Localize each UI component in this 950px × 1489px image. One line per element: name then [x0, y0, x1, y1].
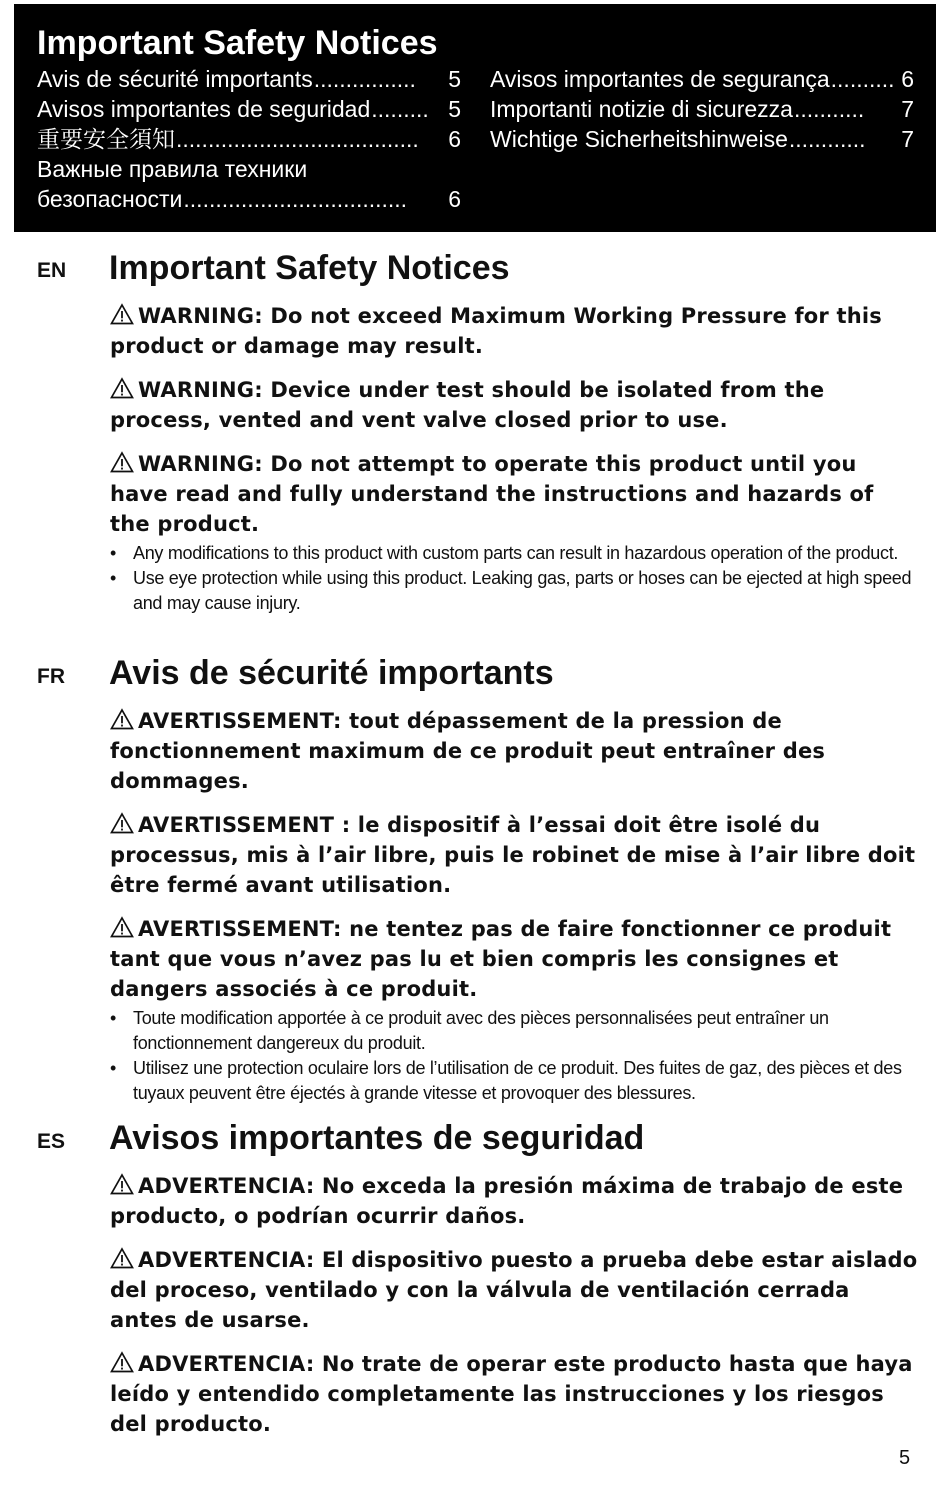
section-title: Avis de sécurité importants — [109, 654, 554, 692]
bullet-dot: • — [110, 1058, 117, 1078]
bullet-text: Utilisez une protection oculaire lors de l’utilisation de ce produit. Des fuites de gaz, des pièces et des tuyaux peuvent être éjectés à grande vitesse et provoquer des blessures. — [133, 1058, 902, 1103]
toc-entry-label: 重要安全須知 — [37, 126, 175, 152]
toc-entry — [37, 184, 461, 214]
toc-entry-multiline[interactable] — [37, 154, 461, 214]
toc-column-left — [37, 64, 461, 214]
bullet-text: Use eye protection while using this product. Leaking gas, parts or hoses can be ejected at high speed and may cause injury. — [133, 568, 912, 613]
warning-notice — [110, 301, 920, 361]
toc-entry-label-line1: Важные правила техники — [37, 156, 308, 182]
warning-notice — [110, 1349, 920, 1439]
bullet-text: Any modifications to this product with custom parts can result in hazardous operation of the product. — [133, 543, 899, 563]
toc-box — [14, 4, 936, 232]
warning-text: AVERTISSEMENT: tout dépassement de la pression de fonctionnement maximum de ce produit peut entraîner des dommages. — [110, 709, 826, 793]
bullet-dot: • — [110, 568, 117, 588]
warning-text: ADVERTENCIA: El dispositivo puesto a prueba debe estar aislado del proceso, ventilado y con la válvula de ventilación cerrada antes de usarse. — [110, 1248, 918, 1332]
toc-entry-label: Avisos importantes de seguridad — [37, 96, 371, 122]
toc-entry[interactable] — [37, 64, 461, 94]
warning-text: WARNING: Do not attempt to operate this product until you have read and fully understand the instructions and hazards of the product. — [110, 452, 874, 536]
bullet-item — [110, 1006, 920, 1056]
warning-list — [110, 301, 920, 616]
toc-entry-label: Avisos importantes de segurança — [490, 66, 830, 92]
bullet-dot: • — [110, 1008, 117, 1028]
toc-entry-label: Avis de sécurité importants — [37, 66, 313, 92]
warning-notice — [110, 914, 920, 1004]
warning-triangle-icon — [110, 303, 134, 325]
toc-entry[interactable] — [490, 124, 914, 154]
warning-notice — [110, 375, 920, 435]
warning-triangle-icon — [110, 812, 134, 834]
warning-triangle-icon — [110, 1173, 134, 1195]
bullet-list — [110, 1006, 920, 1106]
toc-title: Important Safety Notices — [37, 24, 438, 62]
toc-entry-page: 5 — [448, 66, 461, 92]
warning-text: ADVERTENCIA: No exceda la presión máxima de trabajo de este producto, o podrían ocurrir daños. — [110, 1174, 904, 1228]
toc-leader-dots: ...................................... — [176, 126, 419, 152]
toc-entry[interactable] — [490, 64, 914, 94]
warning-triangle-icon — [110, 708, 134, 730]
toc-entry[interactable] — [490, 94, 914, 124]
toc-leader-dots: ......... — [371, 96, 429, 122]
warning-notice — [110, 810, 920, 900]
toc-leader-dots: ............ — [788, 126, 866, 152]
toc-entry-page: 6 — [901, 66, 914, 92]
language-code: ES — [37, 1130, 66, 1153]
warning-notice — [110, 449, 920, 539]
warning-triangle-icon — [110, 1351, 134, 1373]
warning-triangle-icon — [110, 377, 134, 399]
section-title: Important Safety Notices — [109, 249, 510, 287]
toc-entry-page: 5 — [448, 96, 461, 122]
toc-column-right — [490, 64, 914, 154]
bullet-item — [110, 541, 920, 566]
toc-entry-page: 7 — [901, 126, 914, 152]
warning-notice — [110, 706, 920, 796]
warning-text: ADVERTENCIA: No trate de operar este producto hasta que haya leído y entendido completamente las instrucciones y los riesgos del producto. — [110, 1352, 913, 1436]
toc-entry-page: 7 — [901, 96, 914, 122]
language-code: EN — [37, 259, 67, 282]
page-number: 5 — [899, 1447, 911, 1469]
warning-triangle-icon — [110, 916, 134, 938]
toc-entry-page: 6 — [448, 126, 461, 152]
toc-entry[interactable] — [37, 124, 461, 154]
toc-leader-dots: ................ — [313, 66, 416, 92]
warning-text: AVERTISSEMENT: ne tentez pas de faire fonctionner ce produit tant que vous n’avez pas lu et bien compris les consignes et dangers associés à ce produit. — [110, 917, 892, 1001]
toc-entry-label: Wichtige Sicherheitshinweise — [490, 126, 788, 152]
language-code: FR — [37, 665, 65, 688]
toc-leader-dots: ................................... — [183, 186, 408, 212]
bullet-dot: • — [110, 543, 117, 563]
toc-entry-page: 6 — [448, 186, 461, 212]
warning-text: WARNING: Do not exceed Maximum Working Pressure for this product or damage may result. — [110, 304, 882, 358]
warning-notice — [110, 1171, 920, 1231]
warning-notice — [110, 1245, 920, 1335]
toc-entry-label: безопасности — [37, 186, 183, 212]
warning-triangle-icon — [110, 1247, 134, 1269]
warning-triangle-icon — [110, 451, 134, 473]
warning-list — [110, 706, 920, 1106]
warning-list — [110, 1171, 920, 1453]
bullet-list — [110, 541, 920, 616]
toc-leader-dots: ........... — [793, 96, 865, 122]
section-title: Avisos importantes de seguridad — [109, 1119, 645, 1157]
bullet-item — [110, 1056, 920, 1106]
warning-text: AVERTISSEMENT : le dispositif à l’essai doit être isolé du processus, mis à l’air libre, puis le robinet de mise à l’air libre doit être fermé avant utilisation. — [110, 813, 916, 897]
warning-text: WARNING: Device under test should be isolated from the process, vented and vent valve closed prior to use. — [110, 378, 825, 432]
toc-entry-label: Importanti notizie di sicurezza — [490, 96, 793, 122]
bullet-text: Toute modification apportée à ce produit avec des pièces personnalisées peut entraîner un fonctionnement dangereux du produit. — [133, 1008, 829, 1053]
toc-entry[interactable] — [37, 94, 461, 124]
bullet-item — [110, 566, 920, 616]
toc-leader-dots: .......... — [830, 66, 895, 92]
